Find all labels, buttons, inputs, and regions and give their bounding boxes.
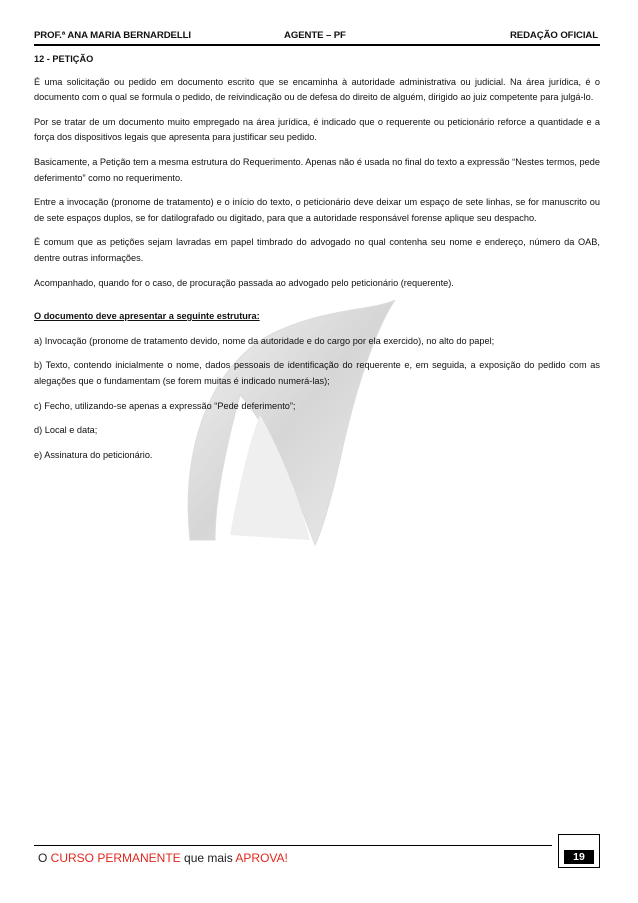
paragraph-2: Por se tratar de um documento muito empregado na área jurídica, é indicado que o requerente ou peticionário reforce a quantidade e a força dos dispositivos legais que apresenta para justificar seu pedido.: [34, 116, 600, 143]
header-subject: REDAÇÃO OFICIAL: [509, 30, 598, 41]
paragraph-3: Basicamente, a Petição tem a mesma estrutura do Requerimento. Apenas não é usada no final do texto a expressão “Nestes termos, pede deferimento” como no requerimento.: [34, 156, 600, 183]
footer-slogan-o: O: [38, 851, 51, 865]
structure-item-c: c) Fecho, utilizando-se apenas a expressão “Pede deferimento”;: [34, 400, 296, 411]
header-course: AGENTE – PF: [284, 30, 346, 41]
paragraph-5: É comum que as petições sejam lavradas em papel timbrado do advogado no qual contenha seu nome e endereço, número da OAB, dentre outras informações.: [34, 237, 600, 263]
footer-slogan-curso: CURSO PERMANENTE: [50, 851, 181, 865]
header-author: PROF.ª ANA MARIA BERNARDELLI: [34, 30, 191, 41]
structure-heading: O documento deve apresentar a seguinte estrutura:: [34, 311, 260, 322]
footer-slogan-aprova: APROVA!: [235, 851, 288, 865]
page-number-box: [558, 834, 600, 868]
footer-slogan-middle: que mais: [180, 851, 236, 865]
page-number: 19: [564, 850, 594, 864]
page-header: [34, 28, 600, 46]
paragraph-6: Acompanhado, quando for o caso, de procuração passada ao advogado pelo peticionário (requerente).: [34, 277, 454, 288]
structure-item-e: e) Assinatura do peticionário.: [34, 449, 153, 460]
paragraph-1: É uma solicitação ou pedido em documento escrito que se encaminha à autoridade administrativa ou judicial. Na área jurídica, é o documento com o qual se formula o pedido, de reivindicação ou de defesa do direito de alguém, dirigido ao juiz competente para julgá-lo.: [34, 76, 600, 103]
footer-slogan: [38, 851, 288, 865]
structure-item-d: d) Local e data;: [34, 425, 98, 436]
structure-item-a: a) Invocação (pronome de tratamento devido, nome da autoridade e do cargo por ela exercido), no alto do papel;: [34, 335, 495, 346]
footer-rule: [34, 845, 552, 846]
section-title: 12 - PETIÇÃO: [34, 54, 94, 64]
paragraph-4: Entre a invocação (pronome de tratamento) e o início do texto, o peticionário deve deixar um espaço de sete linhas, se for manuscrito ou de sete espaços duplos, se for datilografado ou digitado, para que a autoridade responsável forense aplique seu despacho.: [34, 197, 600, 223]
document-body: [34, 52, 600, 463]
structure-item-b: b) Texto, contendo inicialmente o nome, dados pessoais de identificação do requerente e, em seguida, a exposição do pedido com as alegações que o fundamentam (se forem muitas é indicado numerá-las);: [34, 360, 600, 386]
